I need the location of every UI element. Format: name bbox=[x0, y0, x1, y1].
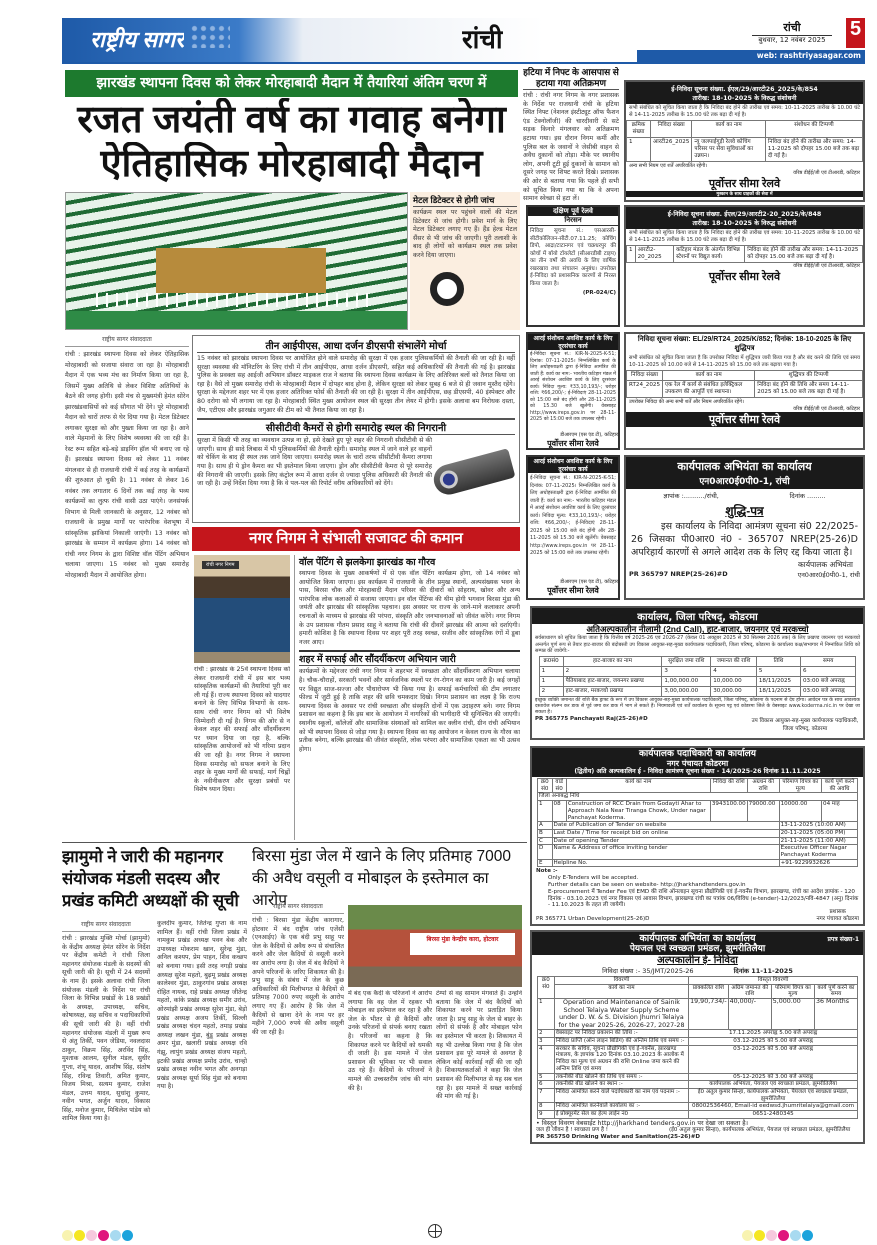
ad-place: एन0आर0ई0पी0-1, रांची bbox=[797, 571, 860, 579]
table-cell: 04 माह bbox=[822, 801, 858, 822]
clean-title: शहर में सफाई और सौंदर्यीकरण अभियान जारी bbox=[299, 650, 520, 666]
table-cell: Construction of RCC Drain from Godayti Ahar to Approach Nala Near Tiranga Chowk, Under nagar Panchayat Koderma. bbox=[566, 801, 710, 822]
nrep-corrigendum-ad bbox=[624, 455, 865, 600]
pr-number: PR 365775 Panchayati Raj(25-26)#D bbox=[535, 716, 648, 723]
table-cell: निविदा बंद होने की तारीख और समय: 14-11-2025 को दोपहर 15.00 बजे तक बढ़ा दी गई है। bbox=[745, 246, 863, 263]
table-cell: तकनीकी बीड खोलने की तिथि एवं समय :- bbox=[554, 1073, 688, 1081]
table-cell: प्राक्कलित राशि bbox=[689, 984, 728, 998]
birsa-col-3: टेम्पो से वह सामान मंगवाते हैं। उन्होंने बताया कि जेल में बंद कैदियों को शिकायत करने पर प्रताड़ित किया जाता है। प्रभु साहू के जेल से बाहर के लोगों से संपर्क है और मोबाइल फोन का इस्तेमाल भी करता है। शिकायत में यह भी उल्लेख किया गया है कि जेल प्रशासन इस पूरे मामले से अवगत है लेकिन कोई कार्रवाई नहीं की जा रही है। शिकायतकर्ताओं ने कहा कि जेल प्रशासन की मिलीभगत से यह सब चल रहा है। इस मामले में सख्त कार्रवाई की मांग की गई है। bbox=[436, 990, 522, 1101]
ad-title: दक्षिण पूर्व रेलवे bbox=[528, 207, 618, 216]
table-row bbox=[537, 801, 857, 822]
cctv-camera-icon bbox=[430, 448, 515, 498]
hatia-body: रांची : रांची नगर निगम के नगर प्रशासक के निर्देश पर राजधानी रांची के हटिया स्थित निफ्ट (नेशनल इंस्टीट्यूट ऑफ फैशन एंड टेक्नोलॉजी) की चारदीवारी से सटे सड़क किनारे मंगलवार को अतिक्रमण हटाया गया। इस दौरान निगम कर्मी और पुलिस बल के जवानों ने जेसीबी वाहन से अवैध दुकानों को तोड़ा। मौके पर स्थानीय लोग, अपनी टूटी हुई दुकानों के सामान को दूसरे जगह पर शिफ्ट करते दिखे। प्रशासक की ओर से बताया गया कि पहले ही सभी को सूचित किया गया था कि वे अपना सामान स्वेच्छा से हटा लें। bbox=[523, 92, 619, 202]
railway-brand: पूर्वोत्तर सीमा रेलवे bbox=[708, 271, 781, 283]
table-cell: तकनीकी बीड खोलने का स्थान :- bbox=[554, 1081, 688, 1089]
metal-detector-icon bbox=[430, 272, 464, 306]
header-rule bbox=[62, 62, 865, 64]
water-sanitation-tender-ad bbox=[530, 930, 865, 1144]
table-cell: परिमाण विपत्र का मूल्य bbox=[779, 779, 821, 793]
nagar-panchayat-tender-ad bbox=[530, 746, 865, 926]
ad-body: ई-निविदा सूचना सं.: KIR-N-2025-K-51; दिनांक: 07-11-2025। निम्नलिखित कार्य के लिए अधोहस्ताक्षरी द्वारा ई-निविदा आमंत्रित की जाती हैं: कार्य का नाम:- भारतीय कटिहार मंडल में आरई संशोधन अवशिष्ट कार्य के लिए दूरसंचार कार्य। निविदा मूल्य: ₹33,10,193/-; धरोहर राशि: ₹66,200/-; ई-निविदाएं 28-11-2025 को 15:00 बजे बंद होंगी और 28-11-2025 को 15.30 बजे खुलेंगी। वेबसाइट http://www.ireps.gov.in पर 28-11-2025 को 15:00 बजे तक उपलब्ध रहेगी। bbox=[530, 352, 616, 422]
nagar-caption: रांची : झारखंड के 25वें स्थापना दिवस को लेकर राजधानी रांची में इस बार भव्य सांस्कृतिक कार्यक्रमों की तैयारियां पूरी कर ली गई हैं। राज्य स्थापना दिवस को यादगार बनाने के लिए विभिन्न विभागों के साथ-साथ रांची नगर निगम को भी विशेष जिम्मेदारी दी गई है। निगम की ओर से न केवल शहर की सफाई और सौंदर्यीकरण पर ध्यान दिया जा रहा है, बल्कि सांस्कृतिक आयोजनों को भी गरिमा प्रदान की जा रही है। नगर निगम ने स्थापना दिवस समारोह को सफल बनाने के लिए शहर के मुख्य मार्गों की सफाई, मार्ग चिह्नों के नवीनीकरण और सुरक्षा प्रबंधों पर विशेष ध्यान दिया। bbox=[194, 666, 290, 794]
table-cell: 2 bbox=[563, 666, 662, 676]
ad-sign: वरिष्ठ डीईई/जी एवं टीआरडी, कटिहार bbox=[793, 170, 860, 176]
ad-subtitle: निरसन bbox=[528, 216, 618, 226]
jmm-col-2: कुलदीप कुमार, जितेन्द्र गुप्ता के नाम शामिल हैं। वहीं रांची जिला प्रखंड में नामकुम प्रखंड अध्यक्ष पवन बेक और उपाध्यक्ष मोकराम खान, सुरेन्द्र मुंडा, अनिल कश्यप, प्रेम पाहन, शिव कच्छप को बनाया गया। इसी तरह नगड़ी प्रखंड अध्यक्ष सुरेश महतो, बुढ़मू प्रखंड अध्यक्ष कालेश्वर मुंडा, ठाकुरगांव प्रखंड अध्यक्ष रोहित नायक, राहे प्रखंड अध्यक्ष जीतेन्द्र महतो, कांके प्रखंड अध्यक्ष समीर उरांव, ओरमांझी प्रखंड अध्यक्ष सुरेश मुंडा, बेड़ो प्रखंड अध्यक्ष अजय तिर्की, सिल्ली प्रखंड अध्यक्ष चंदन महतो, तमाड़ प्रखंड अध्यक्ष लखन मुंडा, बुंडू प्रखंड अध्यक्ष अमर मुंडा, खलारी प्रखंड अध्यक्ष रवि गंझू, लापुंग प्रखंड अध्यक्ष संजय महतो, इटकी प्रखंड अध्यक्ष प्रमोद उरांव, चान्हो प्रखंड अध्यक्ष नवीन भगत और अनगड़ा प्रखंड अध्यक्ष सूर्या सिंह मुंडा को बनाया गया है। bbox=[157, 920, 247, 1091]
table-cell: 6 bbox=[801, 666, 856, 676]
table-cell: शुद्धिपत्र की टिप्पणी bbox=[755, 370, 863, 380]
ad-table bbox=[626, 245, 863, 263]
table-cell: 4 bbox=[711, 666, 757, 676]
ad-body: निविदा सूचना सं.: एसआरसी-सीटीकोलिजन-सीटी.07.11.25; कोचिंग डिपो, आद्रा/टाटानगर एवं चक्रधरपुर की कोचों में बॉयो टॉयलेटों (सीआरडीबी टाइप) का तीन वर्षों की अवधि के लिए वार्षिक रखरखाव तथा संचालन अनुबंध। उपरोक्त ई-निविदा को प्रशासनिक कारणों से निरस्त किया जाता है। bbox=[530, 228, 616, 287]
table-cell: हाट-बाजार का नाम bbox=[563, 656, 662, 666]
table-cell: निविदा की राशि bbox=[710, 779, 747, 793]
table-cell: 1 bbox=[537, 998, 554, 1029]
table-cell: निविदा आमंत्रित करनेवाले कार्यालय का :- bbox=[554, 1103, 688, 1111]
ad-subtitle: तारीख: 18-10-2025 के विरुद्ध संशोधनी bbox=[692, 220, 797, 227]
stage-photo bbox=[65, 192, 408, 330]
table-cell: कटिहार मंडल के अंतर्गत विभिन्न स्टेशनों पर विद्युत कार्य। bbox=[674, 246, 745, 263]
photo-sign: रांची नगर निगम bbox=[202, 561, 239, 569]
ad-sign: कार्यपालक अभियंता bbox=[798, 560, 853, 569]
date-label: बुधवार, 12 नवंबर 2025 bbox=[758, 36, 826, 44]
tender-number: निविदा संख्या :- 35/JMT/2025-26 bbox=[602, 966, 694, 975]
table-cell: C bbox=[537, 837, 552, 845]
table-cell: अग्रिम जमानत की राशि bbox=[728, 984, 771, 998]
table-cell: 18/11/2025 bbox=[756, 686, 800, 696]
table-cell: विवरणी bbox=[554, 976, 688, 984]
tender-table bbox=[537, 778, 858, 867]
table-cell: कार्य पूर्ण करने का समय bbox=[815, 984, 858, 998]
table-cell: विस्तृत विवरणी bbox=[689, 976, 858, 984]
table-cell: 05-12-2025 को 3.00 बजे अपराह्न bbox=[689, 1073, 858, 1081]
pr-number: PR 365797 NREP(25-26)#D bbox=[629, 570, 728, 578]
security-title: तीन आईपीएस, आधा दर्जन डीएसपी संभालेंगे मोर्चा bbox=[197, 338, 515, 353]
birsa-headline: बिरसा मुंडा जेल में खाने के लिए प्रतिमाह 7000 की अवैध वसूली व मोबाइल के इस्तेमाल का आरोप bbox=[252, 848, 511, 909]
ad-note: सभी संबंधित को सूचित किया जाता है कि निविदा बंद होने की तारीख एवं समय: 10-11-2025 तारीख के 10.00 घंटे से 14-11-2025 तारीख के 15.00 घंटे तक बढ़ा दी गई है। bbox=[629, 105, 860, 118]
byline: राष्ट्रीय सागर संवाददाता bbox=[65, 335, 189, 347]
ad-title: कार्यपालक अभियंता का कार्यालय bbox=[639, 932, 756, 944]
table-cell: Helpline No. bbox=[552, 859, 779, 867]
crosshair-mark-icon bbox=[428, 1224, 442, 1238]
table-cell: 40,000/- bbox=[728, 998, 771, 1029]
ad-body: सर्वसाधारण को सूचित किया जाता है कि वित्तीय वर्ष 2025-26 एवं 2026-27 (केवल 01 अक्टूबर 2025 से 30 सितम्बर 2026 तक) के लिए प्रखण्ड जयनगर एवं मरकच्चो अन्तर्गत पूर्ण रूप से तैयार हाट-बाजार की बंदोबस्ती उप विकास आयुक्त-सह-मुख्य कार्यपालक पदाधिकारी, जिला परिषद्, कोडरमा के कार्यालय कक्ष/सभागार में निम्नांकित तिथि को सम्पन्न की जायेगी:- bbox=[535, 635, 860, 654]
ad-footer: उपरोक्त निविदा की अन्य सभी शर्तें और नियम अपरिवर्तित रहेंगे। bbox=[629, 398, 744, 405]
table-cell: 1 bbox=[539, 676, 563, 686]
ad-sign: डीआरएम (एस एंड टी), कटिहार bbox=[560, 432, 618, 438]
table-cell: जिला अनाबद्ध निधि bbox=[537, 793, 857, 801]
ad-sign-office: नगर पंचायत कोडरमा bbox=[816, 916, 859, 923]
table-cell: हाट-बाजार, मरकच्चो प्रखण्ड bbox=[563, 686, 662, 696]
lead-story bbox=[65, 335, 189, 840]
website-strip: web: rashtriyasagar.com bbox=[637, 50, 865, 62]
ad-subtitle: तारीख: 18-10-2025 के विरुद्ध संशोधनी bbox=[692, 95, 797, 102]
lead-body: रांची : झारखंड स्थापना दिवस को लेकर ऐतिहासिक मोरहाबादी को सजाया संवारा जा रहा है। मोरहाबादी मैदान में एक भव्य मंच का निर्माण किया जा रहा है, जिसमें मुख्य अतिथि से लेकर विशिष्ट अतिथियों के बैठने की जगह होगी। इसी मंच से मुख्यमंत्री हेमंत सोरेन झारखंडवासियों को कई सौगात भी देंगे। पूरे मोरहाबादी मैदान को चारों तरफ से घेर दिया गया है। मेटल डिटेक्टर लगाकर सुरक्षा को और पुख्ता किया जा रहा है। आने वाले मेहमानों के लिए विशेष व्यवस्था की जा रही है। रेस्ट रूम सहित बड़े-बड़े डाइनिंग हॉल भी बनाए जा रहे हैं। झारखंड स्थापना दिवस को लेकर 11 नवंबर मंगलवार से ही राजधानी रांची में कई तरह के कार्यक्रमों की शुरुआत हो चुकी है। 11 नवंबर से लेकर 16 नवंबर तक लगातार 6 दिनों तक कई तरह के भव्य कार्यक्रमों का लुत्फ रांची वासी उठा पाएंगे। जनसंपर्क विभाग से मिली जानकारी के अनुसार, 12 नवंबर को राजधानी के प्रमुख मार्गों पर पारंपरिक वेशभूषा में सांस्कृतिक झांकियां निकाली जाएंगी। 13 नवंबर को झारखंड के सम्मान में कार्यक्रम होगा। 14 नवंबर को रांची नगर निगम के द्वारा विशिष्ट वॉल पेंटिंग अभियान चलाया जाएगा। 15 नवंबर को मुख्य समारोह मोरहाबादी मैदान में आयोजित होगा। bbox=[65, 351, 189, 579]
table-cell: सुरक्षित जमा राशि bbox=[662, 656, 711, 666]
hatia-title: हटिया में निफ्ट के आसपास से हटाया गया अतिक्रमण bbox=[523, 67, 619, 88]
birsa-col-1-wrap bbox=[252, 902, 344, 1205]
table-cell: निविदा आमंत्रित करने वाले पदाधिकारी का नाम एवं पदनाम :- bbox=[554, 1088, 688, 1102]
table-cell: कार्य का नाम bbox=[566, 779, 710, 793]
table-cell: पैतियाबाद हाट-बाजार, जयनगर प्रखण्ड bbox=[563, 676, 662, 686]
ad-sign: वरिष्ठ डीईई/जी एवं टीआरडी, कटिहार bbox=[793, 263, 860, 269]
ad-heading: शुद्धि-पत्र bbox=[725, 504, 764, 518]
table-row bbox=[539, 676, 856, 686]
metal-detector-text: कार्यक्रम स्थल पर पहुंचने वालों की मेटल डिटेक्टर से जांच होगी। प्रवेश मार्ग के लिए मेटल डिटेक्टर लगाए गए हैं। हैंड हेल्ड मेटल सैंसर से भी जांच की जाएगी। पूरी तलाशी के बाद ही लोगों को कार्यक्रम स्थल तक प्रवेश करने दिया जाएगा। bbox=[413, 209, 517, 259]
table-cell: 18/11/2025 bbox=[756, 676, 800, 686]
ad-sign: डीआरएम (एस एंड टी), कटिहार bbox=[560, 579, 618, 585]
table-cell: 1,00,000.00 bbox=[662, 676, 711, 686]
table-cell: 19,90,734/- bbox=[689, 998, 728, 1029]
table-cell: 9 bbox=[537, 1111, 554, 1119]
table-cell: 3 bbox=[537, 1038, 554, 1046]
security-box bbox=[192, 335, 520, 523]
table-cell: 03-12-2025 को 5.00 बजे अपराह्न bbox=[689, 1045, 858, 1073]
city-label: रांची bbox=[752, 20, 832, 36]
note-item: Further details can be seen on website- http://jharkhandtenders.gov.in bbox=[548, 882, 746, 889]
nfr-tender-ad-2 bbox=[624, 205, 865, 327]
table-cell: A bbox=[537, 822, 552, 830]
table-cell: 1 bbox=[537, 801, 552, 822]
ad-sign: (ई0 अतुल कुमार सिन्हा), कार्यपालक अभियंता, पेयजल एवं स्वच्छता प्रमंडल, झुमरीतिलैया bbox=[669, 1127, 851, 1134]
section-rule bbox=[62, 842, 527, 843]
table-cell: 0651-2480345 bbox=[689, 1111, 858, 1119]
ad-title: आरई संशोधन अवशिष्ट कार्य के लिए दूरसंचार कार्य bbox=[528, 334, 618, 350]
photo-sign: बिरसा मुंडा केन्द्रीय कारा, होटवार bbox=[410, 933, 515, 955]
telecom-ad-1 bbox=[526, 332, 620, 450]
note-item: Only E-Tenders will be accepted. bbox=[548, 875, 639, 882]
ad-footer: अन्य सभी नियम एवं शर्तें अपरिवर्तित रहेंगी। bbox=[629, 163, 708, 169]
table-cell: तिथि bbox=[756, 656, 800, 666]
table-cell: 20-11-2025 (05:00 PM) bbox=[779, 829, 857, 837]
table-cell: Operation and Maintenance of Sainik School Telaiya Water Supply Scheme under D. W. & S. Division Jhumri Telaiya for the year 2025-26, 2026-27, 2027-28 bbox=[554, 998, 688, 1029]
ad-table bbox=[626, 370, 863, 398]
table-cell: निविदा संख्या bbox=[650, 121, 691, 138]
table-cell: 1 bbox=[627, 246, 636, 263]
table-cell: निविदा संख्या bbox=[627, 370, 663, 380]
table-cell: 36 Months bbox=[815, 998, 858, 1029]
table-cell: समय bbox=[801, 656, 856, 666]
table-cell: परिमाण विपत्र का मूल्य bbox=[771, 984, 814, 998]
ad-website: • विस्तृत विवरण वेबसाईट http://jharkhand tenders.gov.in पर देखा जा सकता है। bbox=[536, 1119, 748, 1127]
table-cell: 3943100.00 bbox=[710, 801, 747, 822]
metal-detector-title: मेटल डिटेक्टर से होगी जांच bbox=[413, 195, 517, 207]
ad-body: इस कार्यालय के निविदा आमंत्रण सूचना सं0 22/2025-26 जिसका पी0आर0 नं0 - 365707 NREP(25-26)D अपरिहार्य कारणों से अगले आदेश तक के लिए रद्द किया जाता है। bbox=[631, 521, 858, 558]
pr-number: PR 365771 Urban Development(25-26)D bbox=[536, 916, 650, 923]
nagar-nigam-photo bbox=[194, 555, 290, 663]
table-cell: 5,000.00 bbox=[771, 998, 814, 1029]
page-number: 5 bbox=[846, 18, 865, 48]
ad-title: कार्यालय, जिला परिषद्, कोडरमा bbox=[532, 608, 863, 624]
metal-detector-box bbox=[410, 192, 520, 330]
table-cell: 3,00,000.00 bbox=[662, 686, 711, 696]
ad-title: ई-निविदा सूचना संख्या. ईएल/29/आरटी2-20_2025/के/848 bbox=[667, 211, 822, 218]
table-cell: 10,000.00 bbox=[711, 676, 757, 686]
ad-note: सभी संबंधित को सूचित किया जाता है कि निविदा बंद होने की तारीख एवं समय: 10-11-2025 तारीख के 10.00 घंटे से 14-11-2025 तारीख के 15.00 घंटे तक बढ़ा दी गई है। bbox=[629, 230, 860, 243]
table-row bbox=[539, 686, 856, 696]
telecom-ad-2 bbox=[526, 455, 620, 600]
table-cell: अग्रधन की राशि bbox=[747, 779, 779, 793]
table-cell: न्यू जलपाईगुड़ी रेलवे कोचिंग परिसर पर सेवा सुविधाओं का उन्नयन। bbox=[692, 138, 766, 162]
table-cell: 03:00 बजे अपराह्न bbox=[801, 686, 856, 696]
ad-sign: प्रशासक bbox=[829, 909, 846, 916]
hatia-story bbox=[523, 67, 619, 202]
newspaper-logo: राष्ट्रीय सागर bbox=[90, 27, 185, 52]
table-cell: ई0 अतुल कुमार सिन्हा, कार्यपालक अभियंता, पेयजल एवं स्वच्छता प्रमंडल, झुमरीतिलैया bbox=[689, 1088, 858, 1102]
table-cell: कार्य का नाम bbox=[554, 984, 688, 998]
table-cell: 08002536460, Email-id eedwsd.jhumritelaiya@gmail.com bbox=[689, 1103, 858, 1111]
ad-sign: उप विकास आयुक्त-सह-मुख्य कार्यपालक पदाधिकारी, जिला परिषद्, कोडरमा bbox=[751, 718, 859, 733]
table-cell: Executive Officer Nagar Panchayat Koderma bbox=[779, 845, 857, 859]
registration-marks-left bbox=[62, 1226, 134, 1245]
table-cell: सरकार के सचिव, सूचना प्रौद्योगिकी एवं ई-गवर्नेंस, झारखण्ड मंत्रालय, के ज्ञापांक 120 दिनांक 03.10.2023 के आलोक में निविदा का मूल्य एवं अग्रधन की राशि Online जमा करने की अन्तिम तिथि एवं समय bbox=[554, 1045, 688, 1073]
table-cell: Last Date / Time for receipt bid on online bbox=[552, 829, 779, 837]
table-cell: Name & Address of office inviting tender bbox=[552, 845, 779, 859]
table-cell: आरटी2-20_2025 bbox=[635, 246, 674, 263]
masthead bbox=[62, 18, 865, 62]
wall-painting-story bbox=[294, 555, 520, 840]
table-cell: 03.12-2025 को 5.00 बजे अपराह्न bbox=[689, 1038, 858, 1046]
table-cell: B bbox=[537, 829, 552, 837]
birsa-col-1: रांची : बिरसा मुंडा केंद्रीय कारागार, होटवार में बंद राष्ट्रीय जांच एजेंसी (एनआईए) के एक बंदी प्रभु साहू पर जेल के कैदियों से अवैध रूप से संचालित करने और जेल कैदियों से वसूली करने का आरोप लगा है। जेल में बंद कैदियों ने अपने परिजनों के जरिए शिकायत की है। प्रभु साहू के संबंध में जेल के कुछ अधिकारियों की मिलीभगत से कैदियों से प्रतिमाह 7000 रुपए वसूली के आरोप लगाए गए हैं। आरोप है कि जेल में कैदियों से खाना देने के नाम पर हर महीने 7,000 रुपये की अवैध वसूली की जा रही है। bbox=[252, 917, 344, 1036]
pr-number: PR 365750 Drinking Water and Sanitation(25-26)#D bbox=[536, 1134, 701, 1141]
table-cell: RT24_2025 bbox=[627, 380, 663, 397]
ad-heading: अल्पकालीन ई- निविदा bbox=[657, 954, 738, 966]
table-cell: 79000.00 bbox=[747, 801, 779, 822]
railway-brand: पूर्वोत्तर सीमा रेलवे bbox=[708, 178, 781, 190]
table-cell: 30,000.00 bbox=[711, 686, 757, 696]
table-cell: 6 bbox=[537, 1081, 554, 1089]
table-cell: 5 bbox=[537, 1073, 554, 1081]
ad-code: (PR-024/C) bbox=[582, 290, 616, 296]
ad-subtitle: एन0आर0ई0पी0-1, रांची bbox=[699, 477, 790, 487]
el-corrigendum-ad bbox=[624, 332, 865, 450]
ad-slogan: जल ही जीवन है ! स्वच्छता प्रण है ! bbox=[536, 1127, 608, 1134]
table-cell: +91-9229932626 bbox=[779, 859, 857, 867]
byline: राष्ट्रीय सागर संवाददाता bbox=[252, 902, 344, 914]
lead-headline-1: रजत जयंती वर्ष का गवाह बनेगा bbox=[77, 99, 506, 141]
ad-title: कार्यपालक पदाधिकारी का कार्यालय bbox=[638, 749, 757, 759]
registration-marks-right bbox=[742, 1226, 814, 1245]
tender-date: दिनांक 11-11-2025 bbox=[733, 966, 793, 975]
note-label: Note :- bbox=[536, 868, 558, 875]
table-cell: एक रेल में कार्य से संबंधित इलेक्ट्रिकल उपकरण की आपूर्ति एवं स्थापना। bbox=[663, 380, 755, 397]
table-cell: निविदा प्राप्ति (ऑन लाइन बिडिंग) की अन्तिम तिथि एवं समय :- bbox=[554, 1038, 688, 1046]
ad-sign: वरिष्ठ डीईई/जी एवं टीआरडी, कटिहार bbox=[793, 405, 860, 412]
clean-body: कार्यक्रमों के मद्देनजर रांची नगर निगम ने शहरभर में स्वच्छता और सौंदर्यीकरण अभियान चलाया है। चौक-चौराहों, सरकारी भवनों और सार्वजनिक स्थलों पर रंग-रोगन का काम जारी है। कई जगहों पर विद्युत साज-सज्जा और पौधारोपण भी किया गया है। सफाई कर्मचारियों की टीम लगातार फील्ड में जुटी हुई है ताकि शहर की छवि चमकदार दिखे। निगम प्रशासन का लक्ष्य है कि राज्य स्थापना दिवस के अवसर पर रांची स्वच्छता और संस्कृति दोनों में एक उदाहरण बने। नगर निगम प्रशासन का कहना है कि इस बार के आयोजन में नागरिकों की भागीदारी भी सुनिश्चित की जाएगी। स्थानीय स्कूलों, कॉलेजों और सामाजिक संस्थाओं को शामिल कर क्लीन रांची, ग्रीन रांची अभियान को भी स्थापना दिवस से जोड़ा गया है। स्थापना दिवस का यह आयोजन न केवल राज्य के गौरव का प्रतीक बनेगा, बल्कि झारखंड की जीवंत संस्कृति, लोक परंपरा और सामाजिक एकता का भी उत्सव होगा। bbox=[299, 668, 520, 753]
jmm-story bbox=[62, 920, 247, 1205]
bottom-ads-column bbox=[530, 746, 865, 1144]
table-cell: 21-11-2025 (11:00 AM) bbox=[779, 837, 857, 845]
table-cell: संशोधन की टिप्पणी bbox=[765, 121, 862, 138]
memo-date: दिनांक ......... bbox=[789, 492, 826, 500]
table-cell: D bbox=[537, 845, 552, 859]
jail-photo bbox=[348, 905, 522, 987]
ad-title: ई-निविदा सूचना संख्या. ईएल/29/आरटी26_2025/के/854 bbox=[671, 86, 818, 93]
table-cell: Date of Publication of Tender on website bbox=[552, 822, 779, 830]
ad-tagline: मुस्कान के साथ ग्राहकों की सेवा में bbox=[626, 191, 863, 197]
table-cell: 1 bbox=[627, 138, 651, 162]
table-cell: वेबसाइट पर निविदा प्रकाशन की तिथि :- bbox=[554, 1030, 688, 1038]
table-cell: 13-11-2025 (10:00 AM) bbox=[779, 822, 857, 830]
table-cell: निविदा बंद होने की तारीख और समय: 14-11-2025 को दोपहर 15.00 बजे तक बढ़ा दी गई है। bbox=[765, 138, 862, 162]
railway-brand: पूर्वोत्तर सीमा रेलवे bbox=[626, 412, 863, 427]
table-cell: 4 bbox=[537, 1045, 554, 1073]
table-cell: 7 bbox=[537, 1088, 554, 1102]
nfr-tender-ad-1 bbox=[624, 80, 865, 202]
table-cell: कार्य का नाम bbox=[692, 121, 766, 138]
security-body: 15 नवंबर को झारखंड स्थापना दिवस पर आयोजित होने वाले समारोह की सुरक्षा में एक हजार पुलिसकर्मियों की तैनाती की जा रही है। वहीं सुरक्षा व्यवस्था की मॉनिटरिंग के लिए रांची में तीन आईपीएस, आधा दर्जन डीएसपी, सहित कई अधिकारियों की तैनाती की गई है। झारखंड पुलिस के प्रवक्ता सह आईजी अभियान डॉक्टर माइकल राज ने बताया कि स्थापना दिवस कार्यक्रम के लिए अतिरिक्त बलों को तैनात किया जा रहा है। वैसे तो मुख्य समारोह रांची के मोरहाबादी मैदान में दोपहर बाद होना है, लेकिन सुरक्षा को लेकर सुबह 6 बजे से ही जवान मुस्तैद रहेंगे। सुरक्षा के मद्देनजर शहर भर में एक हजार अतिरिक्त फोर्स की तैनाती की जा रही है। सुरक्षा में तीन आईपीएस, छह डीएसपी, 40 इंस्पेक्टर और 80 दरोगा को भी लगाया जा रहा है। मोरहाबादी स्थित मुख्य आयोजन स्थल की सुरक्षा तीन लेयर में होगी। इसके अलावा बम निरोधक दस्ता, जैप, एटीएस और झारखंड जगुआर की टीम को भी तैनात किया जा रहा है। bbox=[197, 355, 515, 414]
tender-table bbox=[537, 976, 858, 1119]
ad-subtitle: पेयजल एवं स्वच्छता प्रमंडल, झुमरीतिलैया bbox=[629, 943, 766, 954]
ad-title: कार्यपालक अभियंता का कार्यालय bbox=[677, 460, 812, 473]
table-cell: 2 bbox=[539, 686, 563, 696]
lead-headline-2: ऐतिहासिक मोरहाबादी मैदान bbox=[100, 143, 483, 185]
table-cell: वार्ड सं0 bbox=[552, 779, 566, 793]
table-cell: E bbox=[537, 859, 552, 867]
table-cell: जमानत की राशि bbox=[711, 656, 757, 666]
cctv-body: सुरक्षा में किसी भी तरह का व्यवधान उत्पन्न ना हो, इसे देखते हुए पूरे शहर की निगरानी सीसीटीवी से की जाएगी। साथ ही सादे लिबास में भी पुलिसकर्मियों की तैनाती रहेगी। समारोह स्थल में जाने वाले हर वाहनों को चेकिंग के बाद ही स्थल तक जाने दिया जाएगा। समारोह स्थल के चारों तरफ सीसीटीवी कैमरा लगाया गया है। साथ ही ये ड्रोन कैमरा का भी इस्तेमाल किया जाएगा। ड्रोन और सीसीटीवी कैमरा से पूरे समारोह की निगरानी की जाएगी। इसके लिए कंट्रोल रूम में आधा दर्जन से ज्यादा पुलिस अधिकारी की तैनाती की जा रही है। उन्हें निर्देश दिया गया है कि वे पल-पल की रिपोर्ट वरीय अधिकारियों को देंगे। bbox=[197, 437, 432, 488]
ad-subtitle: नगर पंचायत कोडरमा bbox=[666, 759, 729, 768]
table-cell: 8 bbox=[537, 1103, 554, 1111]
koderma-auction-ad bbox=[530, 606, 865, 740]
table-cell: Date of opening Tender bbox=[552, 837, 779, 845]
table-cell: 1 bbox=[539, 666, 563, 676]
table-cell: क्र0 सं0 bbox=[537, 976, 554, 998]
table-cell: निविदा बंद होने की तिथि और समय 14-11-2025 को 15.00 बजे तक बढ़ा दी गई है। bbox=[755, 380, 863, 397]
form-number: प्रपत्र संख्या-1 bbox=[827, 935, 859, 943]
table-cell: क्रमिक संख्या bbox=[627, 121, 651, 138]
jmm-headline: झामुमो ने जारी की महानगर संयोजक मंडली सदस्य और प्रखंड कमिटी अध्यक्षों की सूची bbox=[62, 848, 239, 910]
cctv-title: सीसीटीवी कैमरों से होगी समारोह स्थल की निगरानी bbox=[197, 418, 515, 435]
ad-notice-no: (द्वितीय) अति अल्पकालिन ई - निविदा आमंत्रण सूचना संख्या - 14/2025-26 दिनांक 11.11.2025 bbox=[574, 768, 821, 775]
table-cell: 2 bbox=[537, 1030, 554, 1038]
railway-brand: पूर्वोत्तर सीमा रेलवे bbox=[547, 439, 599, 448]
ad-body: ई-निविदा सूचना सं.: KIR-N-2025-K-51; दिनांक: 07-11-2025। निम्नलिखित कार्य के लिए अधोहस्ताक्षरी द्वारा ई-निविदा आमंत्रित की जाती हैं: कार्य का नाम:- भारतीय कटिहार मंडल में आरई संशोधन अवशिष्ट कार्य के लिए दूरसंचार कार्य। निविदा मूल्य: ₹33,10,193/-; धरोहर राशि: ₹66,200/-; ई-निविदाएं 28-11-2025 को 15:00 बजे बंद होंगी और 28-11-2025 को 15.30 बजे खुलेंगी। वेबसाइट http://www.ireps.gov.in पर 28-11-2025 को 15:00 बजे तक उपलब्ध रहेगी। bbox=[530, 475, 616, 556]
ser-ad bbox=[526, 205, 620, 327]
wall-body: स्थापना दिवस के मुख्य आकर्षणों में से एक वॉल पेंटिंग कार्यक्रम होगा, जो 14 नवंबर को आयोजित किया जाएगा। इस कार्यक्रम में राजधानी के तीन प्रमुख स्थानों, अल्पसंख्यक भवन के पास, बिरसा चौक और मोरहाबादी मैदान परिसर की दीवारों को सोहराय, खोवर और अन्य पारंपरिक लोक कलाओं से सजाया जाएगा। इन वॉल पेंटिंग्स की थीम होगी भगवान बिरसा मुंडा की जयंती और झारखंड की सांस्कृतिक पहचान। इस अवसर पर राज्य के जाने-माने कलाकार अपनी रचनाओं के माध्यम से झारखंड की परंपरा, संस्कृति और जनभावनाओं को जीवंत करेंगे। नगर निगम के उप प्रशासक गौतम प्रसाद साहू ने बताया कि रांची की दीवारें झारखंड की आत्मा को दर्शाएंगी। हमारी कोशिश है कि स्थापना दिवस पर शहर पूरी तरह स्वच्छ, सजीव और सांस्कृतिक रंगों में डूबा नजर आए। bbox=[299, 570, 520, 646]
table-cell: 17.11.2025 अपराह्न 5.00 बजे अपराह्न bbox=[689, 1030, 858, 1038]
table-cell: आरटी26_2025 bbox=[650, 138, 691, 162]
ad-table bbox=[626, 120, 863, 162]
table-cell: कार्य पूर्ण करने की अवधि bbox=[822, 779, 858, 793]
ad-title: आरई संशोधन अवशिष्ट कार्य के लिए दूरसंचार कार्य bbox=[528, 457, 618, 473]
ad-note: सभी संबंधित को सूचित किया जाता है कि उपरोक्त निविदा में शुद्धिपत्र जारी किया गया है और बंद करने की तिथि एवं समय 10-11-2025 को 10.00 बजे से 14-11-2025 को 15.00 बजे तक बढ़ाया गया है। bbox=[629, 355, 860, 368]
byline: राष्ट्रीय सागर संवाददाता bbox=[62, 920, 150, 932]
table-cell: ई प्रोक्यूरमेंट सेल का हेल्प लाईन नं0 bbox=[554, 1111, 688, 1119]
ad-heading: अतिअल्पकालीन नीलामी (2nd Call), हाट-बाजार, जयनगर एवं मरकच्चो bbox=[586, 624, 809, 634]
note-item: E-procurement में Tender Fee एवं EMD की राशि ऑनलाइन सूचना प्रौद्योगिकी एवं ई-गवर्नेंस विभाग, झारखण्ड, रांची का आदेश ज्ञापांक - 120 दिनांक - 03.10.2023 एवं नगर विकास एवं आवास विभाग, झारखण्ड रांची का पत्रांक 06/विविध (e-tender)-12/2023/नवि-4847 (अनु) दिनांक - 11.10.2023 के तहत ली जायेगी। bbox=[548, 888, 859, 909]
table-row bbox=[537, 998, 857, 1029]
auction-table bbox=[539, 656, 857, 697]
memo-ref: ज्ञापांक :........../रांची, bbox=[663, 492, 719, 500]
jmm-col-1: रांची : झारखंड मुक्ति मोर्चा (झामुमो) के केंद्रीय अध्यक्ष हेमंत सोरेन के निर्देश पर केंद्रीय कमेटी ने रांची जिला महानगर संयोजक मंडली के सदस्यों की सूची जारी की है। सूची में 24 सदस्यों के नाम हैं। इसके अलावा रांची जिला संयोजक मंडली के निर्देश पर रांची जिला के विभिन्न प्रखंडों के 18 प्रखंडों के अध्यक्ष, उपाध्यक्ष, सचिव, कोषाध्यक्ष, सह सचिव व पदाधिकारियों की सूची जारी की है। वहीं रांची महानगर संयोजक मंडली में मुख्य रूप से अंतु तिर्की, पवन जेडिया, नवलदास ठाकुर, विक्रम सिंह, अरविंद सिंह, मुश्ताक आलम, सुनील मंडल, सुधीर गुप्ता, शंभू यादव, आशीष सिंह, संतोष सिंह, रविन्द्र तिवारी, अमित कुमार, विजय मिश्रा, सत्यम कुमार, राजेश मंडल, उत्तम यादव, सुधांशु कुमार, नवीन भगत, अर्जुन यादव, विकास सिंह, मनोज कुमार, मिथिलेश पांडेय को शामिल किया गया है। bbox=[62, 935, 150, 1123]
table-cell: कार्य का नाम bbox=[663, 370, 755, 380]
edition-title: रांची bbox=[462, 24, 503, 54]
table-cell: क्र0सं0 bbox=[539, 656, 563, 666]
wall-title: वॉल पेंटिंग से झलकेगा झारखंड का गौरव bbox=[299, 557, 436, 568]
ad-body-2: इच्छुक व्यक्ति जमानत की राशि बैंक ड्राफ्ट के रूप में उप विकास आयुक्त-सह-मुख्य कार्यपालक पदाधिकारी, जिला परिषद्, कोडरमा के पदनाम से देय होगा। आवेदन पत्र के साथ आवश्यक दस्तावेज संलग्न कर डाक से पूर्व जमा कर डाक में भाग ले सकते हैं। नियमावली एवं शर्तें कार्यालय के सूचना पट्ट एवं कोडरमा जिले के वेबसाइट www.koderma.nic.in पर देखा जा सकता है। bbox=[535, 697, 860, 715]
birsa-col-2: में बंद एक कैदी के परिजनों ने आरोप लगाया कि वह जेल में रहकर भी मोबाइल का इस्तेमाल कर रहा है और जेल के भीतर से ही कैदियों और उनके परिजनों से संपर्क बनाए रखता है। परिजनों का कहना है कि शिकायत करने पर कैदियों को धमकी दी जाती है। इस मामले में जेल प्रशासन की भूमिका पर भी सवाल उठ रहे हैं। कैदियों के परिजनों ने मामले की उच्चस्तरीय जांच की मांग की है। bbox=[348, 990, 432, 1092]
table-cell: 03:00 बजे अपराह्न bbox=[801, 676, 856, 686]
table-cell: 5 bbox=[756, 666, 800, 676]
table-cell: 10000.00 bbox=[779, 801, 821, 822]
decor-dots-icon bbox=[190, 24, 230, 48]
ad-title: निविदा सूचना संख्या: EL/29/RT24_2025/K/852; दिनांक: 18-10-2025 के लिए शुद्धिपत्र bbox=[637, 336, 852, 352]
table-cell: 08 bbox=[552, 801, 566, 822]
table-cell: कार्यपालक अभियंता, पेयजल एवं स्वच्छता प्रमंडल, झुमरीतिलैया bbox=[689, 1081, 858, 1089]
table-cell: क्र0 सं0 bbox=[537, 779, 552, 793]
railway-brand: पूर्वोत्तर सीमा रेलवे bbox=[547, 586, 599, 595]
lead-kicker: झारखंड स्थापना दिवस को लेकर मोरहाबादी मैदान में तैयारियां अंतिम चरण में bbox=[65, 70, 518, 97]
table-cell: 3 bbox=[662, 666, 711, 676]
nagar-nigam-banner: नगर निगम ने संभाली सजावट की कमान bbox=[192, 527, 520, 551]
